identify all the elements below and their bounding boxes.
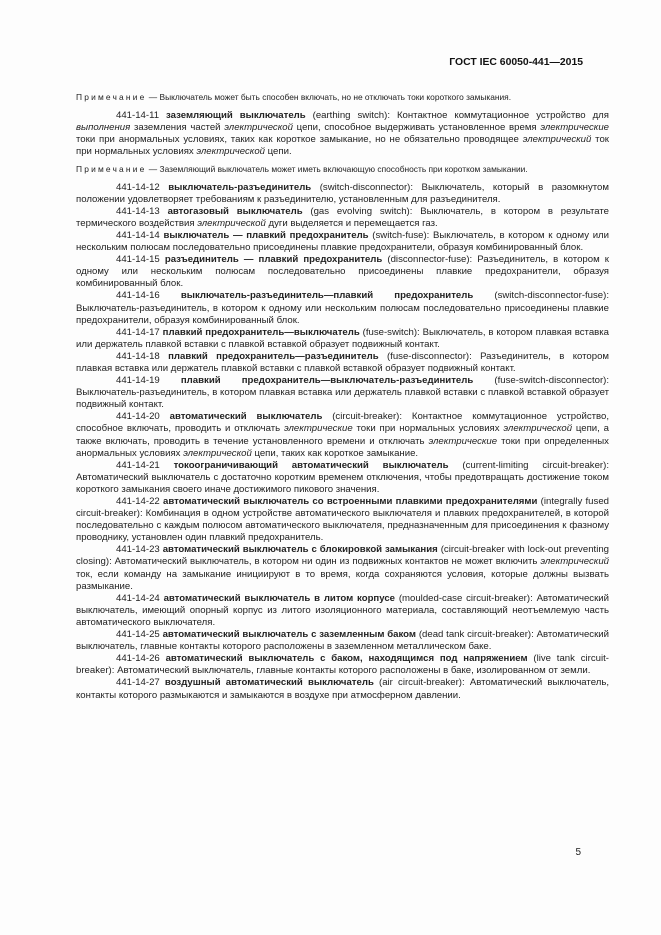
entry-term: разъединитель — плавкий предохранитель <box>164 254 383 266</box>
note <box>76 164 609 175</box>
entry-number: 441-14-20 <box>116 411 160 423</box>
entry-term: плавкий предохранитель—выключатель-разъединитель <box>180 375 474 387</box>
entry-number: 441-14-16 <box>116 290 160 302</box>
entry-number: 441-14-25 <box>116 629 160 641</box>
entry-term: автоматический выключатель в литом корпусе <box>163 592 395 604</box>
entry-term: автоматический выключатель с баком, находящимся под напряжением <box>165 653 528 665</box>
entry-definition: : Автоматический выключатель, главные контакты которого расположены в баке, изолированном от земли. <box>111 665 591 677</box>
entry-number: 441-14-17 <box>116 326 160 338</box>
entry-english: (circuit-breaker with lock-out preventing closing) <box>76 544 609 568</box>
entry-441-14-22 <box>76 496 609 544</box>
entry-441-14-25 <box>76 629 609 653</box>
entry-number: 441-14-11 <box>116 109 160 121</box>
entry-term: автоматический выключатель с заземленным баком <box>162 629 417 641</box>
entry-441-14-21 <box>76 460 609 496</box>
entry-english: (integrally fused circuit-breaker) <box>76 496 609 520</box>
entry-definition: : Разъединитель, в котором плавкая вставка или держатель плавкой вставки с плавкой вставкой образует подвижный контакт. <box>76 350 610 374</box>
entry-english: (current-limiting circuit-breaker) <box>462 459 607 471</box>
entry-english: (live tank circuit-breaker) <box>76 653 609 677</box>
entry-definition: : Выключатель, в котором к одному или нескольким полюсам последовательно присоединены плавкие предохранители, образуя комбинированный блок. <box>76 229 610 254</box>
entry-definition: : Автоматический выключатель, имеющий опорный корпус из литого изоляционного материала, составляющий неотъемлемую часть автоматического выключателя. <box>76 592 609 628</box>
entry-441-14-11: 441-14-11 заземляющий выключатель (earthing switch): Контактное коммутационное устройство для выполнения заземления частей электрической цепи, способное выдерживать установленное время электрические токи при анормальных условиях, таких как короткое замыкание, но не обязательно проводящее электрический ток при нормальных условиях электрической цепи. <box>76 109 610 157</box>
entry-english: (switch-fuse) <box>372 229 427 241</box>
entry-441-14-19 <box>76 375 609 411</box>
entry-definition: : Выключатель-разъединитель, в котором к одному или нескольким полюсам последовательно присоединены плавкие предохранители, образуя комбинированный блок. <box>76 290 610 326</box>
entry-term: выключатель-разъединитель—плавкий предохранитель <box>180 290 474 302</box>
entry-441-14-27 <box>76 677 609 701</box>
entry-term: выключатель — плавкий предохранитель <box>163 229 369 241</box>
entry-english: (earthing switch) <box>312 109 388 121</box>
entry-definition: : Автоматический выключатель с достаточно коротким временем отключения, чтобы предотвращать достижение током короткого замыкания своего иначе достижимого пикового значения. <box>76 459 609 495</box>
entry-definition: : Разъединитель, в котором к одному или нескольким полюсам последовательно присоединены плавкие предохранители, образуя комбинированный блок. <box>76 254 609 290</box>
entry-english: (fuse-disconnector) <box>386 350 470 362</box>
entry-english: (fuse-switch-disconnector) <box>494 375 607 387</box>
entry-definition: : Автоматический выключатель, главные контакты которого расположены в заземленном металлическом баке. <box>76 629 609 653</box>
entry-term: токоограничивающий автоматический выключатель <box>173 459 449 471</box>
entry-definition: : Выключатель, в котором плавкая вставка или держатель плавкой вставки с плавкой вставкой образует подвижный контакт. <box>76 326 609 350</box>
entry-definition: : Выключатель-разъединитель, в котором плавкая вставка или держатель плавкой вставки с плавкой вставкой образует подвижный контакт. <box>76 375 610 411</box>
entry-441-14-12 <box>76 182 609 206</box>
note-label: Примечание <box>76 163 147 174</box>
entry-number: 441-14-21 <box>116 459 160 471</box>
entry-definition: : Комбинация в одном устройстве автоматического выключателя и плавких предохранителей, в которой последовательно с каждым полюсом автоматического выключателя, предназначенным для присоединения к фазному проводнику, установлен один плавкий предохранитель. <box>76 508 609 544</box>
entry-number: 441-14-26 <box>116 653 160 665</box>
entry-number: 441-14-12 <box>116 181 160 193</box>
note <box>76 92 609 103</box>
entry-english: (fuse-switch) <box>362 326 418 338</box>
entry-number: 441-14-18 <box>116 350 160 362</box>
entry-441-14-24 <box>76 593 609 629</box>
entry-441-14-13: 441-14-13 автогазовый выключатель (gas evolving switch): Выключатель, в котором в результате термического воздействия электрической дуги выделяется и перемещается газ. <box>76 205 610 229</box>
entry-term: выключатель-разъединитель <box>168 181 312 193</box>
entry-english: (moulded-case circuit-breaker) <box>398 592 531 604</box>
entry-441-14-23: 441-14-23 автоматический выключатель с блокировкой замыкания (circuit-breaker with lock-out preventing closing): Автоматический выключатель, в котором ни один из подвижных контактов не может включить электрический ток, если команду на замыкание инициируют в то время, когда сохраняются условия, которые должны вызвать размыкание. <box>76 544 609 592</box>
entry-number: 441-14-13 <box>116 205 160 217</box>
entry-term: автоматический выключатель со встроенными плавкими предохранителями <box>163 496 538 507</box>
entry-english: (switch-disconnector-fuse) <box>494 290 607 302</box>
entry-term: плавкий предохранитель—выключатель <box>162 326 360 338</box>
entry-english: (gas evolving switch) <box>310 205 410 217</box>
note-text: — Выключатель может быть способен включать, но не отключать токи короткого замыкания. <box>146 92 512 102</box>
standard-header: ГОСТ IEC 60050-441—2015 <box>449 57 583 68</box>
note-text: — Заземляющий выключатель может иметь включающую способность при коротком замыкании. <box>146 163 528 174</box>
entry-number: 441-14-14 <box>116 229 160 241</box>
entry-term: воздушный автоматический выключатель <box>164 677 374 689</box>
entry-number: 441-14-23 <box>116 544 160 556</box>
entry-number: 441-14-15 <box>116 254 160 266</box>
entry-definition: : Автоматический выключатель, контакты которого размыкаются и замыкаются в воздухе при атмосферном давлении. <box>76 677 610 701</box>
entry-number: 441-14-27 <box>116 677 160 689</box>
note-label: Примечание <box>76 92 147 102</box>
entry-number: 441-14-24 <box>116 592 160 604</box>
entry-441-14-14 <box>76 230 609 254</box>
entry-term: автоматический выключатель с блокировкой замыкания <box>162 544 438 556</box>
entry-441-14-26 <box>76 653 609 677</box>
entry-441-14-18 <box>76 351 609 375</box>
entry-definition: : Выключатель, который в разомкнутом положении удовлетворяет требованиям к разъединителю, установленным для разъединителя. <box>76 181 609 205</box>
entry-term: автоматический выключатель <box>169 411 323 423</box>
entry-english: (dead tank circuit-breaker) <box>418 629 532 641</box>
entry-number: 441-14-22 <box>116 496 160 507</box>
entry-number: 441-14-19 <box>116 375 160 387</box>
entry-term: автогазовый выключатель <box>167 205 303 217</box>
entry-term: заземляющий выключатель <box>166 109 306 121</box>
entry-english: (air circuit-breaker) <box>379 677 463 689</box>
entry-english: (switch-disconnector) <box>319 181 411 193</box>
entry-441-14-20: 441-14-20 автоматический выключатель (circuit-breaker): Контактное коммутационное устройство, способное включать, проводить и отключать электрические токи при нормальных условиях электрической цепи, а также включать, проводить в течение установленного времени и отключать электрические токи при определенных анормальных условиях электрической цепи, таких как короткое замыкание. <box>76 411 610 459</box>
entry-english: (disconnector-fuse) <box>387 254 470 266</box>
page-number: 5 <box>575 847 581 858</box>
entry-441-14-15 <box>76 254 609 290</box>
entry-441-14-16 <box>76 290 609 326</box>
entry-441-14-17 <box>76 327 609 351</box>
entry-term: плавкий предохранитель—разъединитель <box>168 350 379 362</box>
entry-english: (circuit-breaker) <box>332 411 400 423</box>
document-body <box>76 92 609 702</box>
